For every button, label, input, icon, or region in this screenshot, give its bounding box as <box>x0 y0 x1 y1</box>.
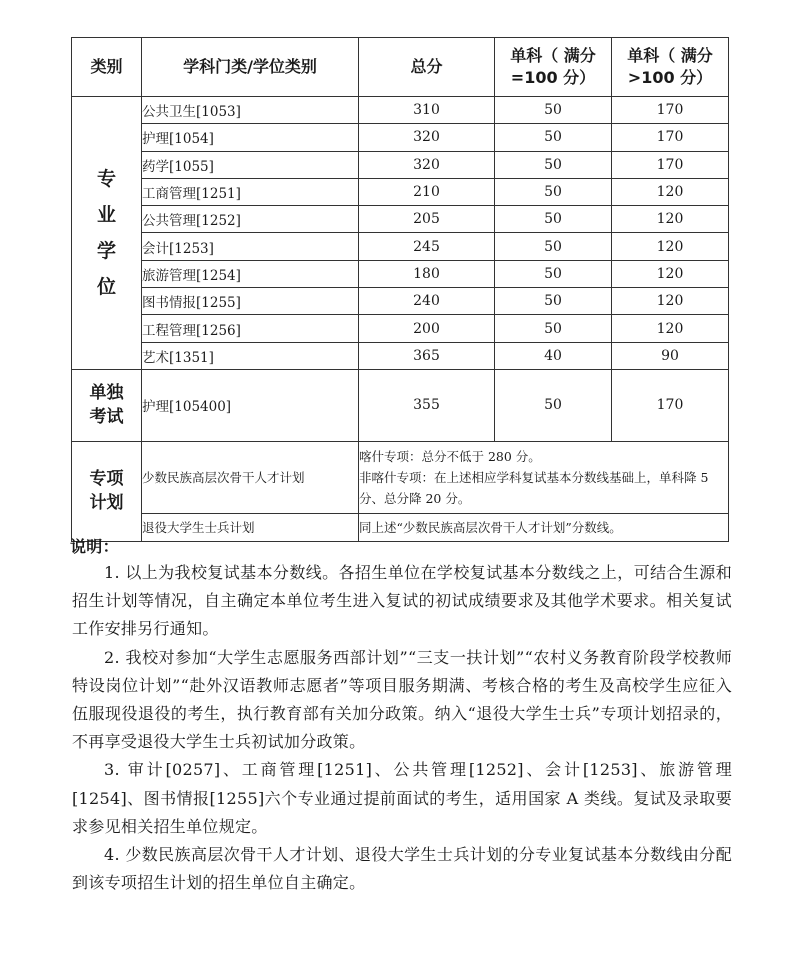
table-header-row <box>72 38 729 97</box>
row-single-100-plus: 120 <box>612 206 729 233</box>
special-rule-line: 同上述“少数民族高层次骨干人才计划”分数线。 <box>359 519 622 535</box>
row-total: 205 <box>359 206 495 233</box>
table-row <box>72 233 729 260</box>
note-paragraph: 4. 少数民族高层次骨干人才计划、退役大学生士兵计划的分专业复试基本分数线由分配到该专项招生计划的招生单位自主确定。 <box>72 845 732 893</box>
special-rule-cell <box>359 441 729 513</box>
score-table <box>71 37 729 542</box>
row-subject: 工商管理[1251] <box>142 178 359 205</box>
group-independent: 单独考试 <box>72 369 142 441</box>
row-total: 355 <box>359 369 495 441</box>
special-rule-line: 非喀什专项：在上述相应学科复试基本分数线基础上，单科降 5 分、总分降 20 分。 <box>359 469 709 506</box>
row-single-100: 50 <box>495 233 612 260</box>
row-subject: 公共卫生[1053] <box>142 97 359 124</box>
header-total: 总分 <box>359 38 495 97</box>
row-total: 320 <box>359 151 495 178</box>
row-single-100: 50 <box>495 97 612 124</box>
row-total: 365 <box>359 342 495 369</box>
row-total: 240 <box>359 288 495 315</box>
row-single-100: 50 <box>495 151 612 178</box>
row-total: 310 <box>359 97 495 124</box>
notes-title: 说明： <box>70 537 119 556</box>
header-single-100: 单科（ 满分=100 分） <box>495 38 612 97</box>
row-subject: 旅游管理[1254] <box>142 260 359 287</box>
note-paragraph: 1. 以上为我校复试基本分数线。各招生单位在学校复试基本分数线之上，可结合生源和招生计划等情况，自主确定本单位考生进入复试的初试成绩要求及其他学术要求。相关复试工作安排另行通知。 <box>72 563 732 639</box>
row-total: 245 <box>359 233 495 260</box>
table-row <box>72 97 729 124</box>
row-single-100: 50 <box>495 178 612 205</box>
row-subject: 公共管理[1252] <box>142 206 359 233</box>
row-total: 320 <box>359 124 495 151</box>
row-single-100: 50 <box>495 288 612 315</box>
row-single-100-plus: 90 <box>612 342 729 369</box>
row-single-100-plus: 120 <box>612 288 729 315</box>
row-subject: 护理[1054] <box>142 124 359 151</box>
header-category: 类别 <box>72 38 142 97</box>
row-single-100-plus: 170 <box>612 369 729 441</box>
row-subject: 退役大学生士兵计划 <box>142 513 359 541</box>
table-row <box>72 342 729 369</box>
note-paragraph: 3. 审计[0257]、工商管理[1251]、公共管理[1252]、会计[1253]、旅游管理[1254]、图书情报[1255]六个专业通过提前面试的考生，适用国家 A 类线。复试及录取要求参见相关招生单位规定。 <box>72 760 732 836</box>
special-rule-line: 喀什专项：总分不低于 280 分。 <box>359 448 541 464</box>
table-row <box>72 124 729 151</box>
row-single-100: 50 <box>495 315 612 342</box>
row-subject: 少数民族高层次骨干人才计划 <box>142 441 359 513</box>
header-discipline: 学科门类/学位类别 <box>142 38 359 97</box>
table-row <box>72 315 729 342</box>
row-single-100-plus: 120 <box>612 178 729 205</box>
note-paragraph: 2. 我校对参加“大学生志愿服务西部计划”“三支一扶计划”“农村义务教育阶段学校教师特设岗位计划”“赴外汉语教师志愿者”等项目服务期满、考核合格的考生及高校学生应征入伍服现役退役的考生，执行教育部有关加分政策。纳入“退役大学生士兵”专项计划招录的，不再享受退役大学生士兵初试加分政策。 <box>72 647 732 752</box>
group-professional: 专业学位 <box>72 97 142 370</box>
row-subject: 会计[1253] <box>142 233 359 260</box>
table-row-special <box>72 441 729 513</box>
row-single-100: 50 <box>495 369 612 441</box>
row-single-100: 50 <box>495 206 612 233</box>
header-single-100-plus: 单科（ 满分>100 分） <box>612 38 729 97</box>
row-subject: 工程管理[1256] <box>142 315 359 342</box>
row-total: 180 <box>359 260 495 287</box>
row-total: 200 <box>359 315 495 342</box>
row-subject: 图书情报[1255] <box>142 288 359 315</box>
row-single-100-plus: 170 <box>612 124 729 151</box>
notes-section <box>72 535 732 897</box>
row-single-100-plus: 120 <box>612 260 729 287</box>
row-subject: 药学[1055] <box>142 151 359 178</box>
table-row <box>72 178 729 205</box>
row-single-100: 50 <box>495 260 612 287</box>
row-single-100-plus: 120 <box>612 315 729 342</box>
table-row-independent <box>72 369 729 441</box>
table-row <box>72 288 729 315</box>
row-single-100: 50 <box>495 124 612 151</box>
row-single-100: 40 <box>495 342 612 369</box>
group-special: 专项计划 <box>72 441 142 541</box>
row-single-100-plus: 170 <box>612 151 729 178</box>
row-total: 210 <box>359 178 495 205</box>
row-subject: 艺术[1351] <box>142 342 359 369</box>
row-single-100-plus: 120 <box>612 233 729 260</box>
table-row <box>72 206 729 233</box>
table-row <box>72 260 729 287</box>
row-single-100-plus: 170 <box>612 97 729 124</box>
row-subject: 护理[105400] <box>142 369 359 441</box>
table-row <box>72 151 729 178</box>
